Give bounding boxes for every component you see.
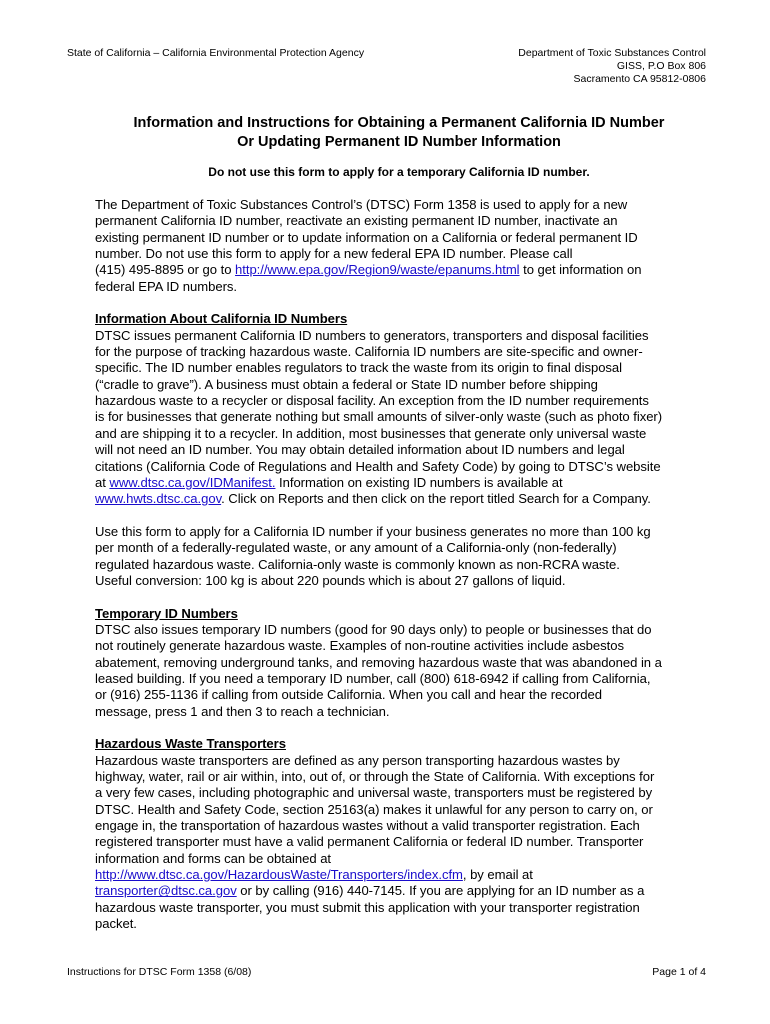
section1-text: Information on existing ID numbers is available at bbox=[275, 474, 563, 490]
section3-line: a very few cases, including photographic and universal waste, transporters must be registered by bbox=[95, 785, 653, 801]
document-title bbox=[60, 114, 738, 152]
section1-line: (“cradle to grave”). A business must obtain a federal or State ID number before shipping bbox=[95, 376, 598, 392]
section1-p2-line: Use this form to apply for a California ID number if your business generates no more than 100 kg bbox=[95, 523, 651, 539]
header-department: Department of Toxic Substances Control bbox=[518, 47, 706, 59]
section1-p2-line: regulated hazardous waste. California-only waste is commonly known as non-RCRA waste. bbox=[95, 556, 620, 572]
section1-p2-line: per month of a federally-regulated waste, or any amount of a California-only (non-federally) bbox=[95, 540, 617, 556]
section3-line: Hazardous waste transporters are defined as any person transporting hazardous wastes by bbox=[95, 752, 620, 768]
footer-page-number: Page 1 of 4 bbox=[652, 966, 706, 978]
footer-form-title: Instructions for DTSC Form 1358 (6/08) bbox=[67, 966, 252, 978]
section2-line: not routinely generate hazardous waste. Examples of non-routine activities include asbestos bbox=[95, 638, 624, 654]
intro-line: federal EPA ID numbers. bbox=[95, 278, 237, 294]
section3-line: hazardous waste transporter, you must submit this application with your transporter registration bbox=[95, 899, 640, 915]
section3-text: or by calling (916) 440-7145. If you are applying for an ID number as a bbox=[236, 883, 645, 899]
section1-line: hazardous waste to a recycler or disposal facility. An exception from the ID number requirements bbox=[95, 393, 649, 409]
section2-line: DTSC also issues temporary ID numbers (good for 90 days only) to people or businesses that do bbox=[95, 621, 652, 637]
section1-line: will not need an ID number. You may obtain detailed information about ID numbers and legal bbox=[95, 442, 625, 458]
section3-line: information and forms can be obtained at bbox=[95, 850, 332, 866]
section1-line bbox=[95, 491, 715, 507]
header-address bbox=[518, 47, 706, 86]
section3-line: registered transporter must have a valid permanent California or federal ID number. Transporter bbox=[95, 834, 644, 850]
section1-text: . Click on Reports and then click on the report titled Search for a Company. bbox=[221, 491, 651, 507]
intro-line: number. Do not use this form to apply for a new federal EPA ID number. Please call bbox=[95, 246, 573, 262]
transporters-link[interactable]: http://www.dtsc.ca.gov/HazardousWaste/Transporters/index.cfm bbox=[95, 867, 463, 883]
section3-line: DTSC. Health and Safety Code, section 25163(a) makes it unlawful for any person to carry on, or bbox=[95, 801, 653, 817]
section2-line: leased building. If you need a temporary ID number, call (800) 618-6942 if calling from California, bbox=[95, 670, 651, 686]
intro-line bbox=[95, 262, 715, 278]
section1-text: at bbox=[95, 474, 110, 490]
section3-line: packet. bbox=[95, 916, 137, 932]
section-heading-california-id: Information About California ID Numbers bbox=[95, 311, 348, 327]
document-subtitle: Do not use this form to apply for a temporary California ID number. bbox=[208, 165, 590, 179]
section2-line: message, press 1 and then 3 to reach a technician. bbox=[95, 703, 390, 719]
idmanifest-link[interactable]: www.dtsc.ca.gov/IDManifest. bbox=[109, 474, 276, 490]
intro-line: existing permanent ID number or to update information on a California or federal permanent ID bbox=[95, 229, 638, 245]
section2-line: or (916) 255-1136 if calling from outside California. When you call and hear the recorded bbox=[95, 687, 602, 703]
header-agency: State of California – California Environmental Protection Agency bbox=[67, 47, 365, 59]
title-line-2: Or Updating Permanent ID Number Information bbox=[237, 134, 561, 150]
section3-text: , by email at bbox=[462, 867, 533, 883]
header-city: Sacramento CA 95812-0806 bbox=[573, 73, 706, 85]
title-line-1: Information and Instructions for Obtaining a Permanent California ID Number bbox=[133, 115, 665, 131]
intro-line: permanent California ID number, reactivate an existing permanent ID number, inactivate an bbox=[95, 213, 618, 229]
section1-line: is for businesses that generate nothing but small amounts of silver-only waste (such as photo fixer) bbox=[95, 409, 663, 425]
section-heading-temporary-id: Temporary ID Numbers bbox=[95, 605, 238, 621]
document-body bbox=[95, 197, 715, 932]
section3-line: engage in, the transportation of hazardous wastes without a valid transporter registration. Each bbox=[95, 818, 640, 834]
section-heading-transporters: Hazardous Waste Transporters bbox=[95, 736, 286, 752]
intro-line: The Department of Toxic Substances Control’s (DTSC) Form 1358 is used to apply for a new bbox=[95, 197, 628, 212]
header-po-box: GISS, P.O Box 806 bbox=[616, 60, 706, 72]
section1-line: specific. The ID number enables regulators to track the waste from its origin to final disposal bbox=[95, 360, 623, 376]
section3-line: highway, water, rail or air within, into, out of, or through the State of California. With exceptions for bbox=[95, 769, 655, 785]
intro-text: to get information on bbox=[519, 262, 642, 278]
intro-text: (415) 495-8895 or go to bbox=[95, 262, 236, 278]
section1-line: citations (California Code of Regulations and Health and Safety Code) by going to DTSC’s website bbox=[95, 458, 661, 474]
hwts-link[interactable]: www.hwts.dtsc.ca.gov bbox=[95, 491, 222, 507]
transporter-email-link[interactable]: transporter@dtsc.ca.gov bbox=[95, 883, 237, 899]
section1-line bbox=[95, 475, 715, 491]
section2-line: abatement, removing underground tanks, and removing hazardous waste that was abandoned in a bbox=[95, 654, 662, 670]
epa-link[interactable]: http://www.epa.gov/Region9/waste/epanums.html bbox=[235, 262, 520, 278]
section3-line bbox=[95, 883, 715, 899]
section1-line: DTSC issues permanent California ID numbers to generators, transporters and disposal facilities bbox=[95, 327, 649, 343]
section1-line: for the purpose of tracking hazardous waste. California ID numbers are site-specific and owner- bbox=[95, 344, 643, 360]
section1-line: and are shipping it to a recycler. In addition, most businesses that generate only universal waste bbox=[95, 425, 647, 441]
section3-line bbox=[95, 867, 715, 883]
section1-p2-line: Useful conversion: 100 kg is about 220 pounds which is about 27 gallons of liquid. bbox=[95, 572, 566, 588]
